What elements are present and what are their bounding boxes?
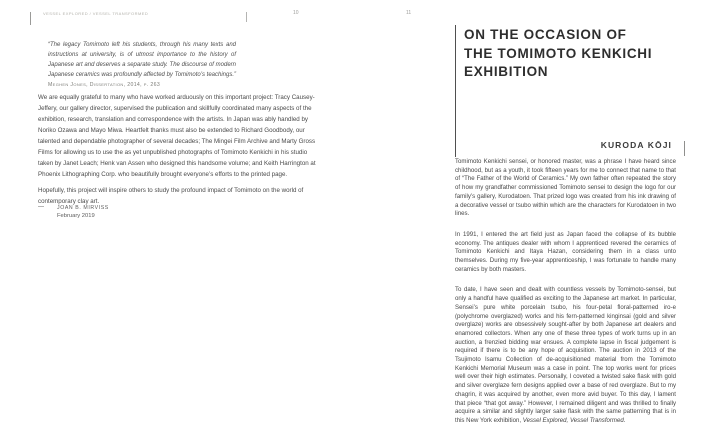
essay-title xyxy=(464,26,674,82)
signature-name: JOAN B. MIRVISS xyxy=(57,205,109,211)
folio-left: 10 xyxy=(293,10,299,16)
trim-mark-mid xyxy=(246,12,247,22)
essay-body xyxy=(455,158,676,431)
essay-paragraph-2: In 1991, I entered the art field just as Japan faced the collapse of its bubble economy. The antiques dealer with whom I apprenticed revered the ceramics of Tomimoto Kenkichi and Itaya Hazan, considering them in a class unto themselves. During my five-year apprenticeship, I was fortunate to handle many ceramics by both masters. xyxy=(455,230,676,273)
essay-title-line-1: ON THE OCCASION OF xyxy=(464,27,627,42)
essay-paragraph-3 xyxy=(455,286,676,425)
pull-quote xyxy=(48,40,236,90)
trim-mark-left xyxy=(30,12,31,25)
title-vertical-rule xyxy=(455,25,456,157)
folio-right: 11 xyxy=(406,10,412,16)
signature-dash: — xyxy=(38,204,44,210)
essay-paragraph-1: Tomimoto Kenkichi sensei, or honored master, was a phrase I have heard since childhood, but as a youth, it took fifteen years for me to connect that name to that of “The Father of the World of Ceramics.” My own father often repeated the story of how my grandfather commissioned Tomimoto sensei to design the logo for our family’s gallery, Kurodatoen. That prized logo was created from his ink drawing of a decorative vessel or tsubo within which are the characters for Kurodatoen in two lines. xyxy=(455,158,676,218)
quote-attribution: Meghen Jones, Dissertation, 2014, p. 263 xyxy=(48,82,161,88)
closing-paragraph: Hopefully, this project will inspire others to study the profound impact of Tomimoto on the world of contemporary clay art. xyxy=(38,187,304,206)
essay-title-line-2: THE TOMIMOTO KENKICHI xyxy=(464,45,653,61)
byline-trim-mark xyxy=(684,141,685,156)
signature-date: February 2019 xyxy=(57,213,95,219)
essay-paragraph-3-text: To date, I have seen and dealt with countless vessels by Tomimoto-sensei, but only a handful have qualified as exciting to the Japanese art market. In particular, Sensei’s pure white porcelain tsubo, his four-petal floral-patterned iro-e (polychrome overglazed) works and his fern-patterned kinginsai (gold and silver overglaze) works are obsessively sought-after by both Japanese art dealers and enamored collectors. When any one of these three types of work turns up in an auction, a frenzied bidding war ensues. A complete lapse in fiscal judgement is required if there is to be any hope of acquisition. The auction in 2013 of the Tsujimoto Isamu Collection of de-acquisitioned material from the Tomimoto Kenkichi Memorial Museum was a case in point. The top works went for prices well over their high estimates. Personally, I coveted a twisted sake flask with gold and silver overglaze fern designs applied over a base of red overglaze. But to my chagrin, it was acquired by another, even more avid buyer. To this day, I lament that piece “that got away.” However, I remained diligent and was thrilled to finally acquire a similar and slightly larger sake flask with the same patterning that is in this New York exhibition, xyxy=(455,286,676,424)
exhibition-title-italic: Vessel Explored, Vessel Transformed. xyxy=(522,416,626,424)
essay-byline: KURODA KŌJI xyxy=(600,140,672,150)
pull-quote-text: “The legacy Tomimoto left his students, through his many texts and instructions at university, is of utmost importance to the history of Japanese art and deserves a separate study. The discourse of modern Japanese ceramics was profoundly affected by Tomimoto’s teachings.” xyxy=(48,42,236,78)
acknowledgments-paragraph: We are equally grateful to many who have worked arduously on this important project: Tracy Causey-Jeffery, our gallery director, supervised the publication and skillfully coordinated many aspects of the exhibition, research, translation and correspondence with the artists. In Japan was ably handled by Noriko Ozawa and Mayo Miwa. Heartfelt thanks must also be extended to Richard Goodbody, our talented and dependable photographer of several decades; The Mingei Film Archive and Marty Gross Films for allowing us to use the as yet unpublished photographs of Tomimoto Kenkichi in his studio taken by Janet Leach; Henk van Assen who designed this handsome volume; and Keith Harrington at Phoenix Lithographing Corp. who beautifully brought everyone’s efforts to the printed page. xyxy=(38,94,316,179)
running-head: VESSEL EXPLORED / VESSEL TRANSFORMED xyxy=(43,11,149,16)
essay-title-line-3: EXHIBITION xyxy=(464,64,549,80)
